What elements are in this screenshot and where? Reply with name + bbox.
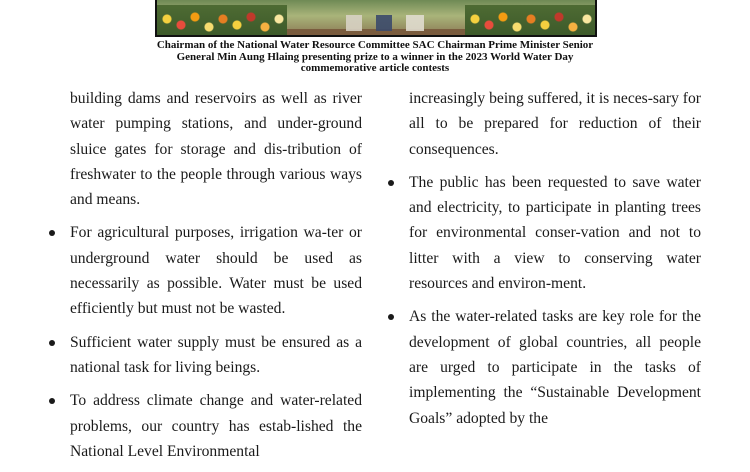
left-continuation-paragraph: building dams and reservoirs as well as river water pumping stations, and under-ground sluice gates for storage and dis-tribution of freshwater to the people through various ways and means.	[70, 90, 362, 209]
list-item: For agricultural purposes, irrigation wa-ter or underground water should be used as necessarily as possible. Water must be used efficiently but must not be wasted.	[70, 220, 362, 321]
right-column	[409, 86, 701, 439]
caption-line-2: General Min Aung Hlaing presenting prize to a winner in the 2023 World Water Day	[176, 50, 574, 63]
left-bullet-list	[70, 220, 362, 464]
flower-arrangement-left	[157, 5, 287, 35]
left-column	[70, 86, 362, 472]
flower-arrangement-right	[465, 5, 595, 35]
ceremony-people	[332, 15, 442, 31]
award-ceremony-photo	[155, 0, 597, 37]
list-item: The public has been requested to save water and electricity, to participate in planting trees for environmental conser-vation and not to litter with a view to conserving water resources and environ-ment.	[409, 170, 701, 296]
list-item: Sufficient water supply must be ensured as a national task for living beings.	[70, 330, 362, 381]
list-item: To address climate change and water-related problems, our country has estab-lished the National Level Environmental	[70, 388, 362, 464]
caption-line-3: commemorative article contests	[300, 62, 450, 74]
caption-line-1: Chairman of the National Water Resource Committee SAC Chairman Prime Minister Senior	[156, 39, 594, 51]
right-continuation-paragraph: increasingly being suffered, it is neces-sary for all to be prepared for reduction of their consequences.	[409, 90, 701, 158]
right-bullet-list	[409, 170, 701, 431]
list-item: As the water-related tasks are key role for the development of global countries, all people are urged to participate in the tasks of implementing the “Sustainable Development Goals” adopted by the	[409, 304, 701, 430]
photo-caption	[95, 40, 655, 75]
